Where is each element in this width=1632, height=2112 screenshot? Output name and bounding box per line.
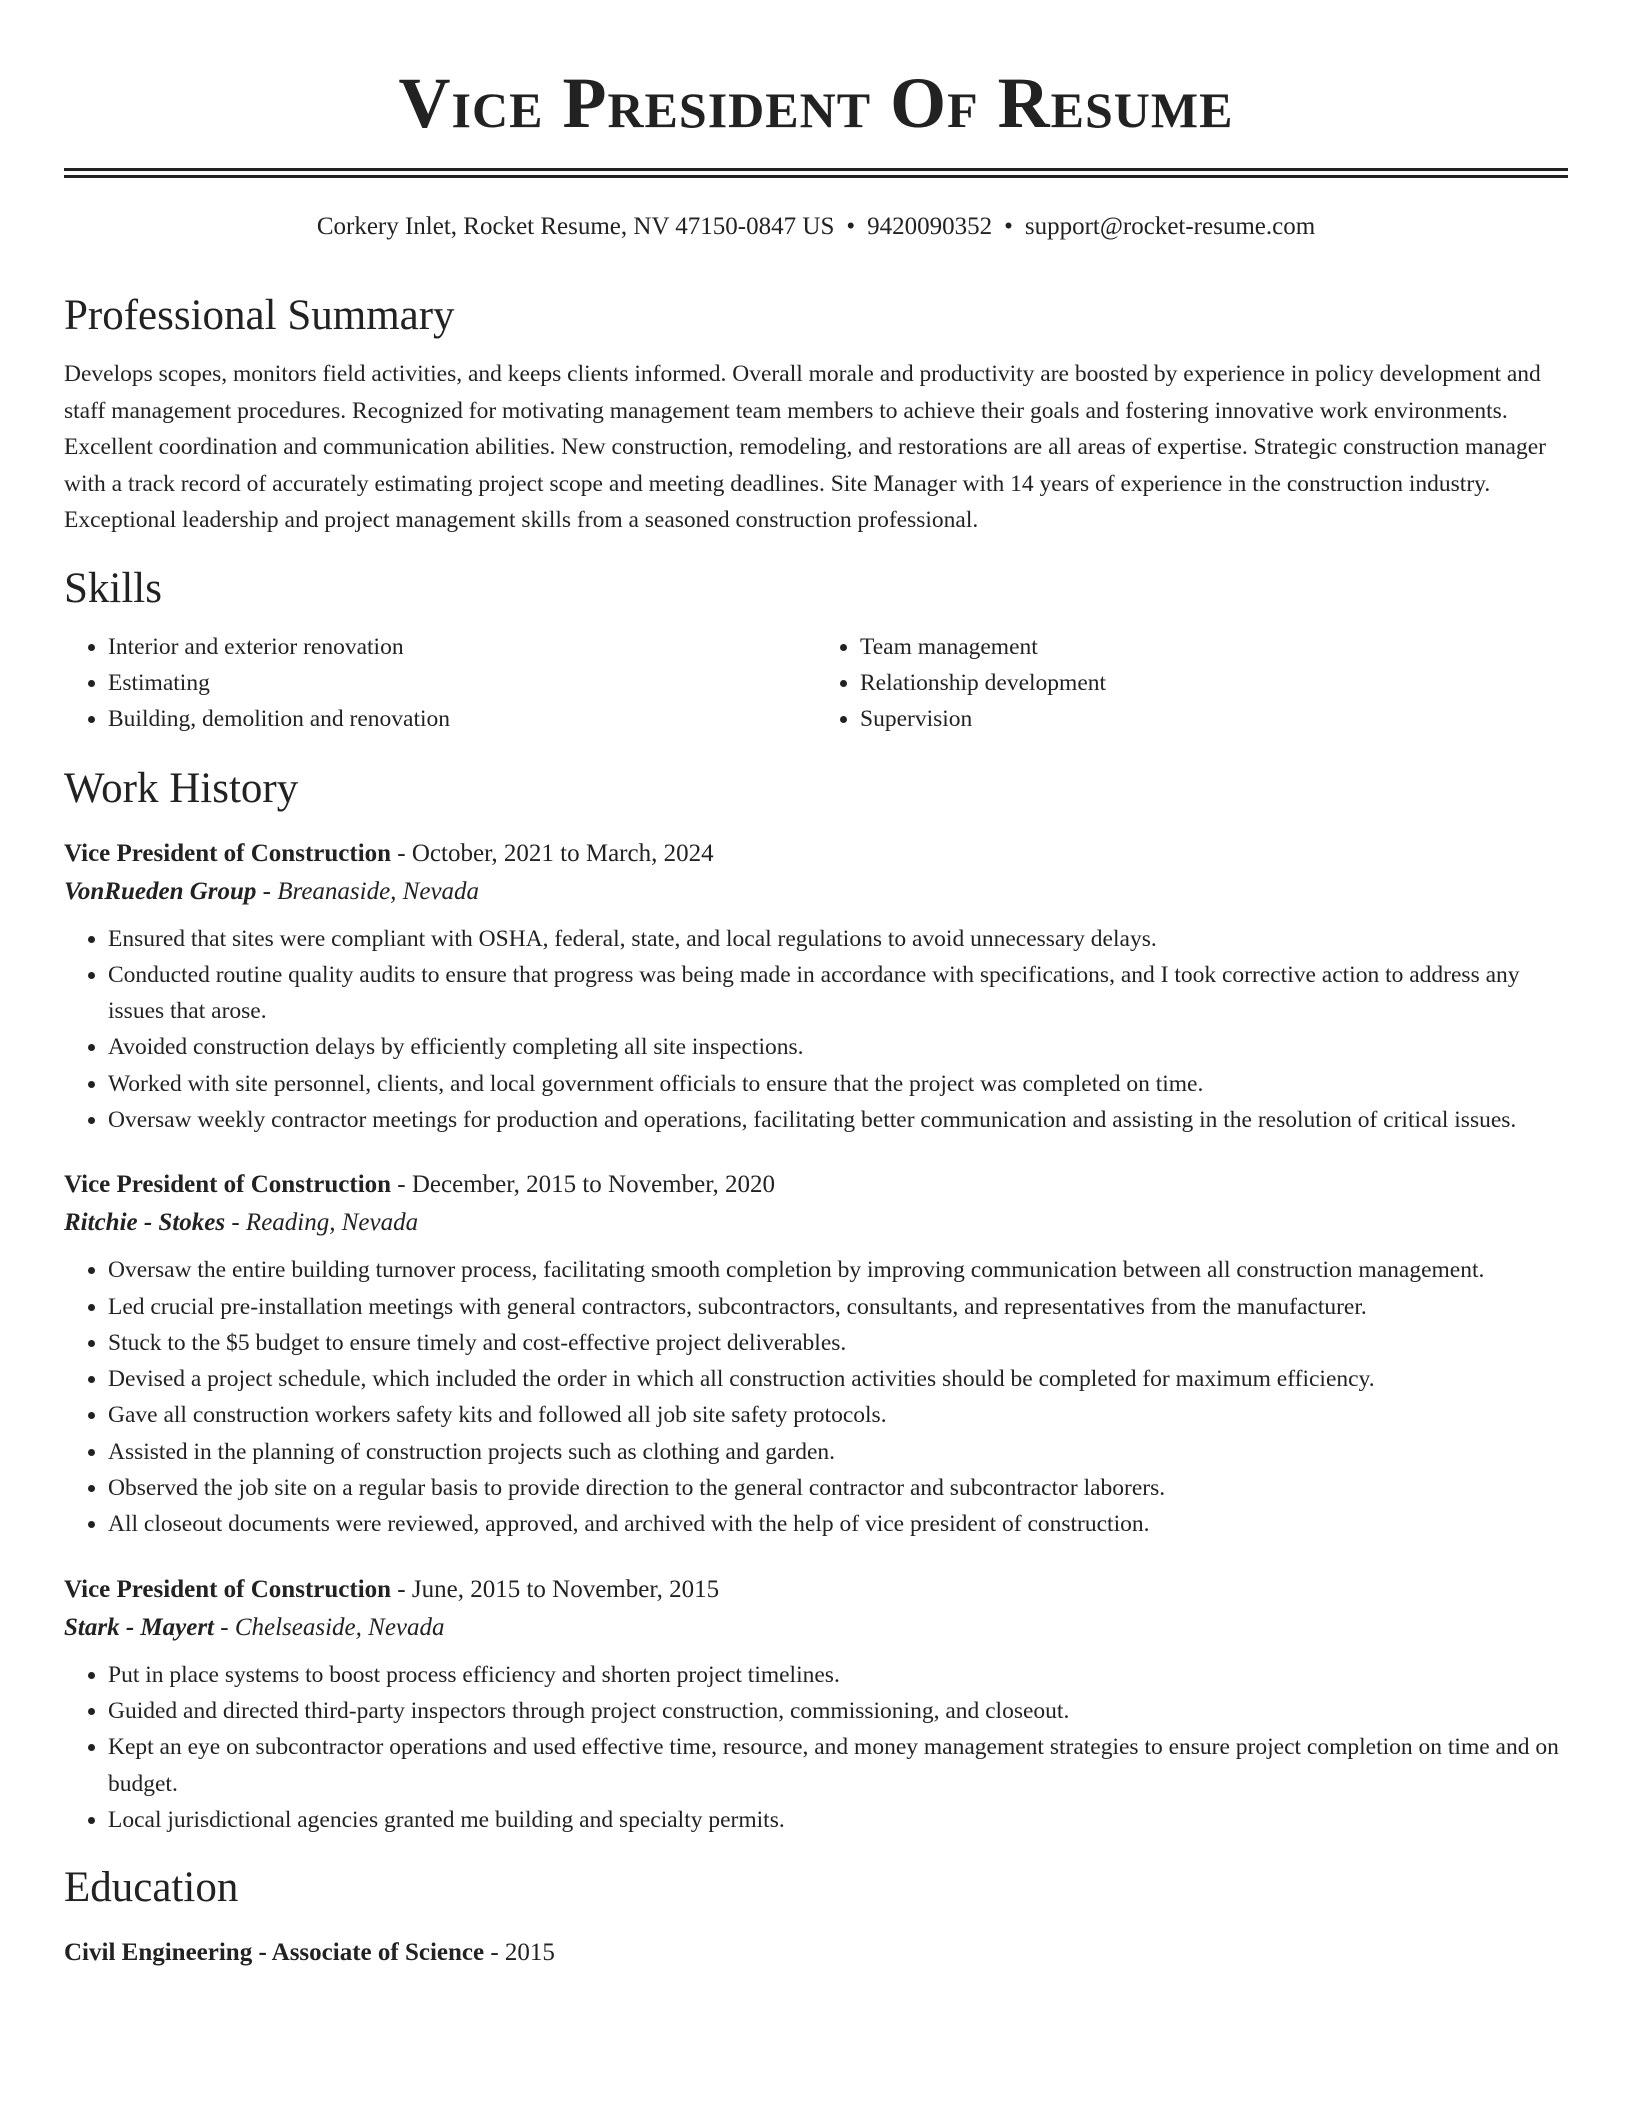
skills-heading: Skills [64, 564, 162, 612]
job-location: - Breanaside, Nevada [256, 877, 480, 905]
job-company: VonRueden Group [64, 877, 257, 905]
job-dates: - October, 2021 to March, 2024 [391, 839, 714, 867]
job-bullet: • Guided and directed third-party inspectors through project construction, commissioning, and closeout. [108, 1693, 1568, 1729]
job-bullet: • Ensured that sites were compliant with OSHA, federal, state, and local regulations to avoid unnecessary delays. [108, 921, 1568, 957]
job-bullet: • Led crucial pre-installation meetings with general contractors, subcontractors, consultants, and representatives from the manufacturer. [108, 1289, 1568, 1325]
job-header [64, 1571, 1568, 1609]
work-history-heading: Work History [64, 764, 299, 812]
job-company-line [64, 1609, 1568, 1647]
job-company-line [64, 873, 1568, 911]
contact-separator: • [846, 213, 856, 240]
job-bullets [64, 1657, 1568, 1838]
job-role: Vice President of Construction [64, 1171, 392, 1199]
job-bullet: • Worked with site personnel, clients, and local government officials to ensure that the project was completed on time. [108, 1066, 1568, 1102]
skill-item: • Interior and exterior renovation [108, 629, 816, 665]
job-company: Ritchie - Stokes [64, 1209, 226, 1237]
job-bullet: • Observed the job site on a regular basis to provide direction to the general contractor and subcontractor laborers. [108, 1470, 1568, 1506]
job-header [64, 1166, 1568, 1204]
education-degree: Civil Engineering - Associate of Science [64, 1939, 485, 1967]
skills-list [64, 629, 1568, 737]
job-location: - Chelseaside, Nevada [214, 1613, 445, 1641]
contact-email: support@rocket-resume.com [1024, 213, 1316, 240]
skill-item: • Supervision [860, 701, 1568, 737]
job-bullet: • Put in place systems to boost process efficiency and shorten project timelines. [108, 1657, 1568, 1693]
job-entry [64, 1166, 1568, 1542]
job-role: Vice President of Construction [64, 839, 392, 867]
job-bullets [64, 921, 1568, 1139]
job-entry [64, 1571, 1568, 1838]
contact-phone: 9420090352 [867, 213, 993, 240]
education-item [64, 1934, 1568, 1972]
job-role: Vice President of Construction [64, 1575, 392, 1603]
skill-item: • Building, demolition and renovation [108, 701, 816, 737]
skills-column-right [816, 629, 1568, 737]
resume-name: Vice President Of Resume [398, 63, 1234, 143]
education-heading: Education [64, 1864, 239, 1912]
contact-separator: • [1004, 213, 1013, 240]
job-bullet: • All closeout documents were reviewed, approved, and archived with the help of vice president of construction. [108, 1506, 1568, 1542]
job-dates: - December, 2015 to November, 2020 [391, 1171, 776, 1199]
job-bullet: • Gave all construction workers safety kits and followed all job site safety protocols. [108, 1397, 1568, 1433]
summary-text: Develops scopes, monitors field activities, and keeps clients informed. Overall morale and productivity are boosted by experience in policy development and staff management procedures. Recognized for motivating management team members to achieve their goals and fostering innovative work environments. Excellent coordination and communication abilities. New construction, remodeling, and restorations are all areas of expertise. Strategic construction manager with a track record of accurately estimating project scope and meeting deadlines. Site Manager with 14 years of experience in the construction industry. Exceptional leadership and project management skills from a seasoned construction professional. [64, 361, 1546, 533]
job-header [64, 835, 1568, 873]
skills-column-left [64, 629, 816, 737]
job-bullet: • Local jurisdictional agencies granted me building and specialty permits. [108, 1802, 1568, 1838]
summary-heading: Professional Summary [64, 292, 455, 339]
job-bullet: • Oversaw weekly contractor meetings for production and operations, facilitating better communication and assisting in the resolution of critical issues. [108, 1102, 1568, 1138]
education-year: - 2015 [484, 1939, 555, 1967]
skill-item: • Relationship development [860, 665, 1568, 701]
job-entry [64, 835, 1568, 1139]
header-double-rule [64, 168, 1568, 178]
job-bullets [64, 1252, 1568, 1542]
contact-line [64, 212, 1568, 242]
job-bullet: • Devised a project schedule, which included the order in which all construction activities should be completed for maximum efficiency. [108, 1361, 1568, 1397]
job-company: Stark - Mayert [64, 1613, 214, 1641]
job-bullet: • Oversaw the entire building turnover process, facilitating smooth completion by improving communication between all construction management. [108, 1252, 1568, 1288]
job-location: - Reading, Nevada [225, 1209, 419, 1237]
contact-address: Corkery Inlet, Rocket Resume, NV 47150-0847 US [316, 213, 835, 240]
skill-item: • Team management [860, 629, 1568, 665]
skill-item: • Estimating [108, 665, 816, 701]
job-bullet: • Avoided construction delays by efficiently completing all site inspections. [108, 1029, 1568, 1065]
job-bullet: • Kept an eye on subcontractor operations and used effective time, resource, and money management strategies to ensure project completion on time and on budget. [108, 1729, 1568, 1802]
job-bullet: • Assisted in the planning of construction projects such as clothing and garden. [108, 1434, 1568, 1470]
job-bullet: • Conducted routine quality audits to ensure that progress was being made in accordance with specifications, and I took corrective action to address any issues that arose. [108, 957, 1568, 1030]
job-bullet: • Stuck to the $5 budget to ensure timely and cost-effective project deliverables. [108, 1325, 1568, 1361]
job-dates: - June, 2015 to November, 2015 [391, 1575, 720, 1603]
job-company-line [64, 1204, 1568, 1242]
